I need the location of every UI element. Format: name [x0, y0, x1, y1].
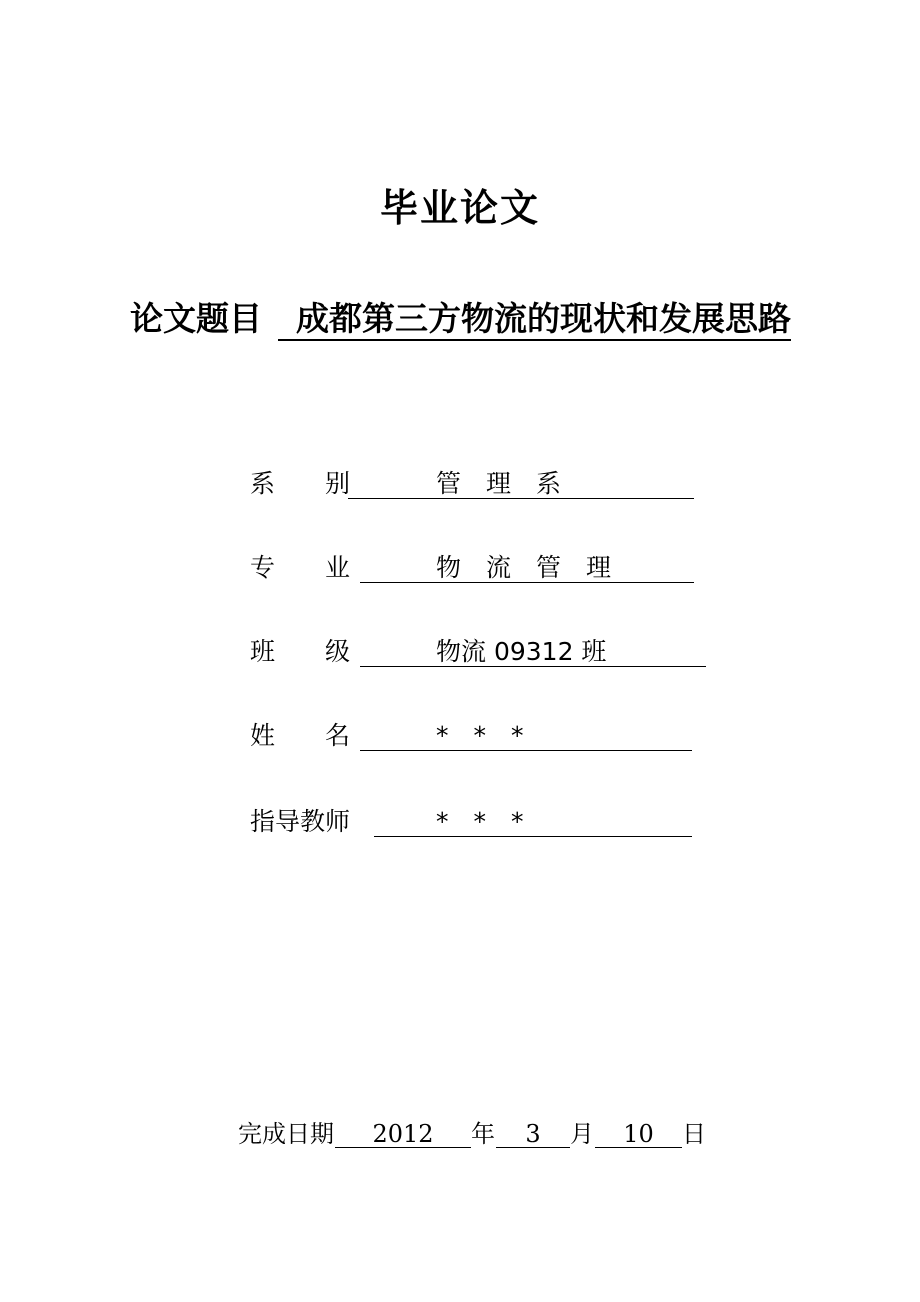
- completion-month-blank: [496, 1114, 570, 1148]
- name-label: 姓名: [250, 721, 401, 750]
- completion-year: 2012: [372, 1120, 434, 1148]
- name-row: [250, 716, 700, 756]
- department-row: [250, 464, 700, 504]
- advisor-value: * * *: [436, 807, 524, 836]
- advisor-underline: [374, 802, 692, 837]
- class-value: 物流 09312 班: [436, 637, 607, 666]
- class-row: [250, 632, 710, 672]
- completion-year-unit: 年: [471, 1120, 495, 1148]
- name-value: * * *: [436, 721, 524, 750]
- completion-day-blank: [595, 1114, 682, 1148]
- advisor-row: [250, 802, 700, 842]
- completion-month: 3: [525, 1120, 541, 1148]
- department-label: 系别: [250, 469, 401, 498]
- name-underline: [360, 716, 692, 751]
- thesis-title-label: 论文题目: [130, 299, 262, 338]
- department-value: 管 理 系: [436, 469, 562, 498]
- advisor-label: 指导教师: [250, 807, 351, 836]
- major-row: [250, 548, 700, 588]
- major-value: 物 流 管 理: [436, 553, 612, 582]
- thesis-title-value: 成都第三方物流的现状和发展思路: [278, 299, 791, 341]
- completion-day: 10: [623, 1120, 654, 1148]
- completion-day-unit: 日: [682, 1120, 706, 1148]
- class-label: 班级: [250, 637, 401, 666]
- completion-date-label: 完成日期: [238, 1120, 334, 1148]
- completion-year-blank: [335, 1114, 471, 1148]
- completion-month-unit: 月: [570, 1120, 594, 1148]
- major-label: 专业: [250, 553, 401, 582]
- completion-date-row: [238, 1114, 718, 1154]
- thesis-title-row: [130, 294, 791, 344]
- document-heading: 毕业论文: [379, 186, 540, 230]
